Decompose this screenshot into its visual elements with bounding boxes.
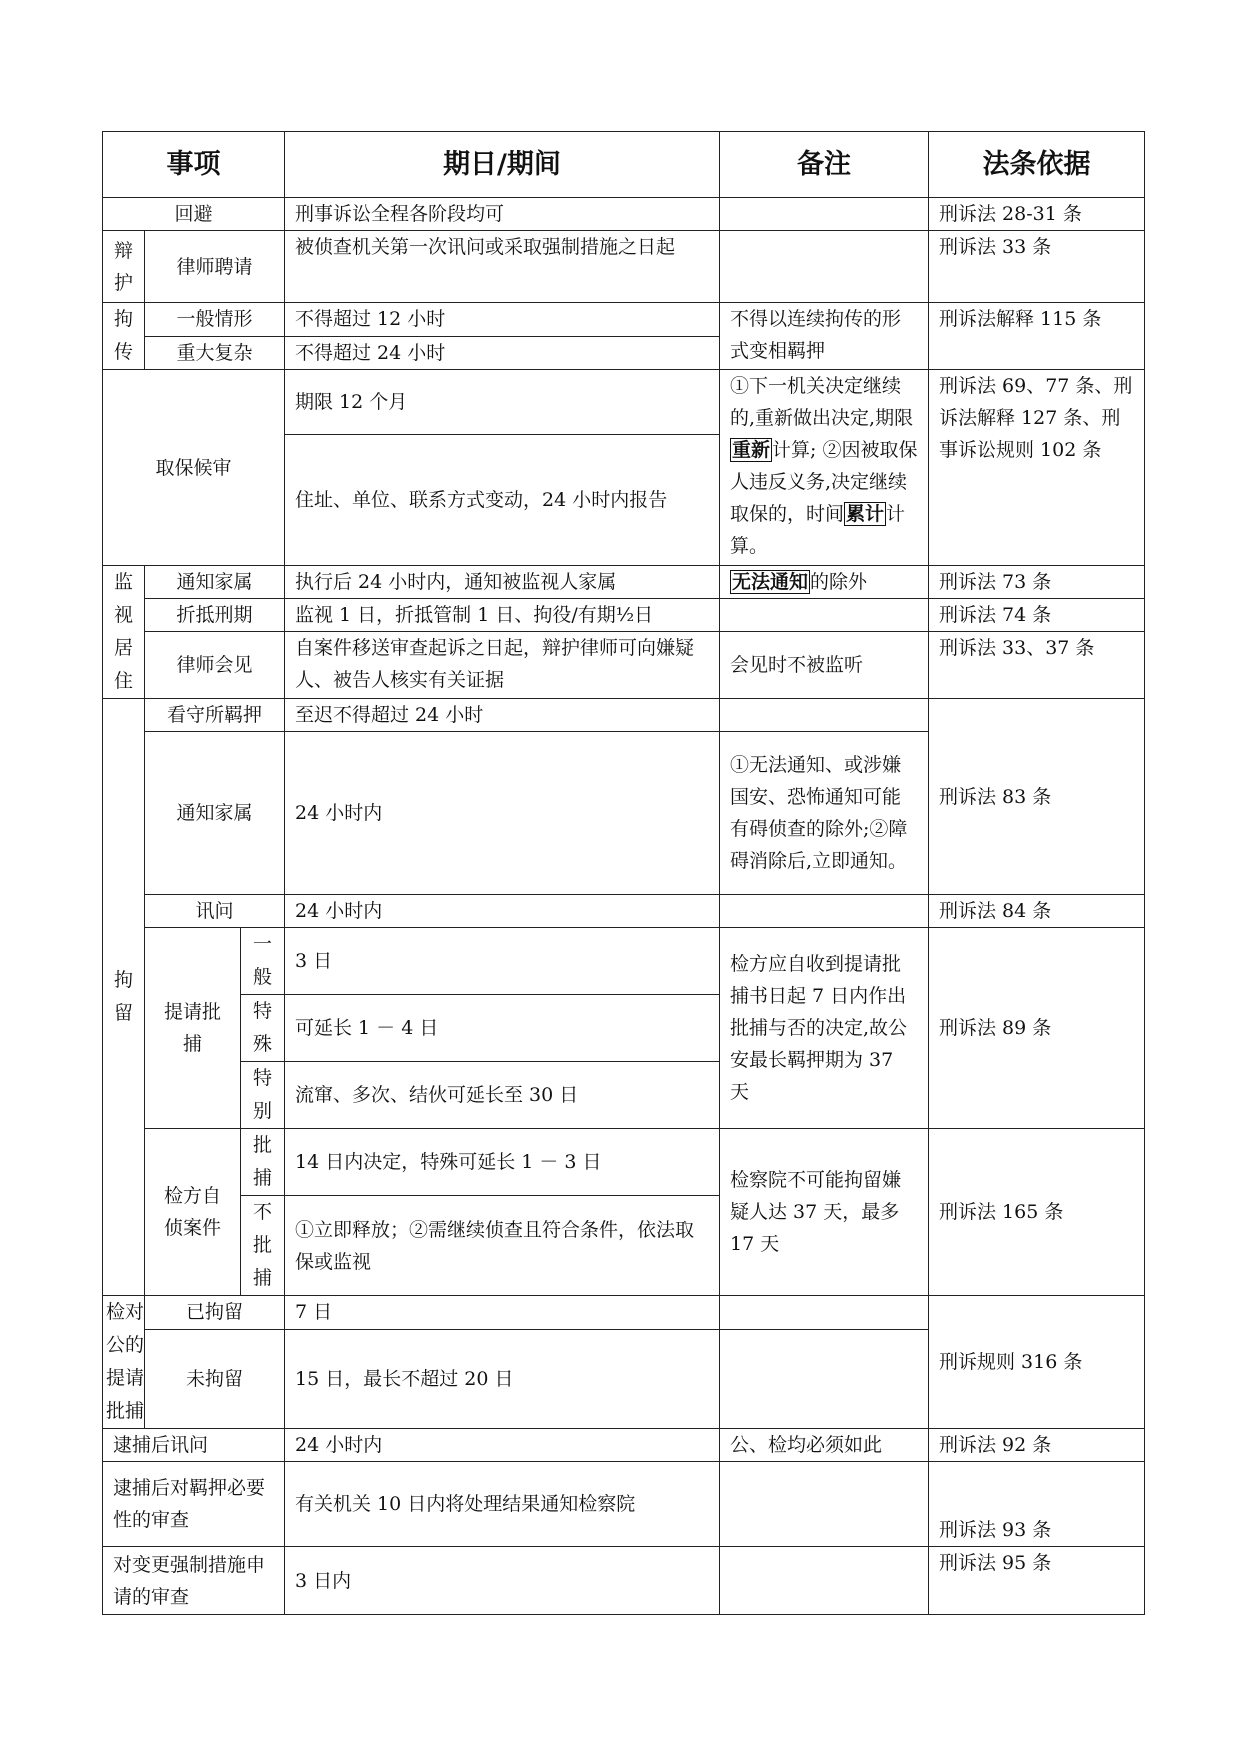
prosecutor-reject-sub: 不批捕 (241, 1196, 285, 1296)
summons-basis: 刑诉法解释 115 条 (929, 303, 1145, 370)
summons-general-period: 不得超过 12 小时 (285, 303, 720, 337)
surveillance-notify-item: 通知家属 (145, 566, 285, 599)
header-note: 备注 (720, 132, 929, 198)
prosecution-not-detained-note (720, 1329, 929, 1429)
defense-note (720, 231, 929, 303)
arrest-request-special-sub: 特殊 (241, 995, 285, 1062)
surveillance-group: 监视居住 (103, 566, 145, 699)
bail-basis: 刑诉法 69、77 条、刑诉法解释 127 条、刑事诉讼规则 102 条 (929, 370, 1145, 566)
defense-basis: 刑诉法 33 条 (929, 231, 1145, 303)
surveillance-lawyer-note: 会见时不被监听 (720, 632, 929, 699)
post-arrest-basis: 刑诉法 92 条 (929, 1429, 1145, 1462)
table-row (103, 1462, 1145, 1547)
surveillance-offset-period: 监视 1 日，折抵管制 1 日、拘役/有期½日 (285, 599, 720, 632)
table-row (103, 231, 1145, 303)
prosecution-request-group: 检对公的提请批捕 (103, 1296, 145, 1429)
surveillance-notify-basis: 刑诉法 73 条 (929, 566, 1145, 599)
summons-general-item: 一般情形 (145, 303, 285, 337)
prosecutor-reject-period: ①立即释放；②需继续侦查且符合条件，依法取保或监视 (285, 1196, 720, 1296)
change-measures-note (720, 1547, 929, 1615)
prosecution-not-detained-item: 未拘留 (145, 1329, 285, 1429)
recusal-period: 刑事诉讼全程各阶段均可 (285, 198, 720, 231)
prosecution-detained-note (720, 1296, 929, 1330)
detention-notify-note: ①无法通知、或涉嫌国安、恐怖通知可能有碍侦查的除外;②障碍消除后,立即通知。 (720, 732, 929, 895)
detention-interrogate-period: 24 小时内 (285, 895, 720, 928)
surveillance-notify-note: 无法通知 的除外 (720, 566, 929, 599)
table-row (103, 599, 1145, 632)
header-row (103, 132, 1145, 198)
table-row (103, 895, 1145, 928)
header-item: 事项 (103, 132, 285, 198)
prosecution-request-basis: 刑诉规则 316 条 (929, 1296, 1145, 1429)
prosecution-not-detained-period: 15 日，最长不超过 20 日 (285, 1329, 720, 1429)
recusal-note (720, 198, 929, 231)
arrest-request-extra-sub: 特别 (241, 1062, 285, 1129)
surveillance-lawyer-item: 律师会见 (145, 632, 285, 699)
surveillance-lawyer-basis: 刑诉法 33、37 条 (929, 632, 1145, 699)
surveillance-notify-period: 执行后 24 小时内，通知被监视人家属 (285, 566, 720, 599)
bail-item: 取保候审 (103, 370, 285, 566)
surveillance-offset-basis: 刑诉法 74 条 (929, 599, 1145, 632)
detention-jail-item: 看守所羁押 (145, 699, 285, 732)
detention-interrogate-note (720, 895, 929, 928)
table-row (103, 566, 1145, 599)
bail-note-box-cumulative: 累计 (846, 503, 885, 525)
arrest-request-general-sub: 一般 (241, 928, 285, 995)
legal-periods-table (102, 131, 1145, 1615)
table-row (103, 1129, 1145, 1196)
bail-period-2: 住址、单位、联系方式变动，24 小时内报告 (285, 435, 720, 566)
table-row (103, 928, 1145, 995)
arrest-request-item: 提请批捕 (145, 928, 241, 1129)
bail-note: ①下一机关决定继续的,重新做出决定,期限重新 计算; ②因被取保人违反义务,决定继续取保的，时间 累计 计算。 (720, 370, 929, 566)
prosecutor-case-note: 检察院不可能拘留嫌疑人达 37 天，最多 17 天 (720, 1129, 929, 1296)
header-period: 期日/期间 (285, 132, 720, 198)
detention-interrogate-item: 讯问 (145, 895, 285, 928)
post-arrest-period: 24 小时内 (285, 1429, 720, 1462)
defense-period: 被侦查机关第一次讯问或采取强制措施之日起 (285, 231, 720, 303)
table-row (103, 370, 1145, 435)
bail-period-1: 期限 12 个月 (285, 370, 720, 435)
summons-complex-period: 不得超过 24 小时 (285, 336, 720, 370)
detention-jail-period: 至迟不得超过 24 小时 (285, 699, 720, 732)
summons-complex-item: 重大复杂 (145, 336, 285, 370)
recusal-item: 回避 (103, 198, 285, 231)
table-row (103, 303, 1145, 337)
prosecutor-case-basis: 刑诉法 165 条 (929, 1129, 1145, 1296)
surveillance-lawyer-period: 自案件移送审查起诉之日起，辩护律师可向嫌疑人、被告人核实有关证据 (285, 632, 720, 699)
surveillance-offset-item: 折抵刑期 (145, 599, 285, 632)
detention-interrogate-basis: 刑诉法 84 条 (929, 895, 1145, 928)
table-row (103, 632, 1145, 699)
post-arrest-note: 公、检均必须如此 (720, 1429, 929, 1462)
custody-review-item: 逮捕后对羁押必要性的审查 (103, 1462, 285, 1547)
custody-review-period: 有关机关 10 日内将处理结果通知检察院 (285, 1462, 720, 1547)
table-row (103, 1296, 1145, 1330)
table-row (103, 1429, 1145, 1462)
detention-notify-basis: 刑诉法 83 条 (929, 699, 1145, 895)
surveillance-offset-note (720, 599, 929, 632)
table-row (103, 699, 1145, 732)
change-measures-basis: 刑诉法 95 条 (929, 1547, 1145, 1615)
change-measures-period: 3 日内 (285, 1547, 720, 1615)
change-measures-item: 对变更强制措施申请的审查 (103, 1547, 285, 1615)
custody-review-note (720, 1462, 929, 1547)
post-arrest-item: 逮捕后讯问 (103, 1429, 285, 1462)
summons-group: 拘传 (103, 303, 145, 370)
detention-jail-note (720, 699, 929, 732)
arrest-request-extra-period: 流窜、多次、结伙可延长至 30 日 (285, 1062, 720, 1129)
prosecution-detained-item: 已拘留 (145, 1296, 285, 1330)
prosecution-detained-period: 7 日 (285, 1296, 720, 1330)
arrest-request-note: 检方应自收到提请批捕书日起 7 日内作出批捕与否的决定,故公安最长羁押期为 37 天 (720, 928, 929, 1129)
detention-notify-period: 24 小时内 (285, 732, 720, 895)
arrest-request-special-period: 可延长 1 － 4 日 (285, 995, 720, 1062)
table-row (103, 198, 1145, 231)
prosecutor-approve-period: 14 日内决定，特殊可延长 1 － 3 日 (285, 1129, 720, 1196)
bail-note-box-renew: 重新 (732, 439, 771, 461)
detention-notify-item: 通知家属 (145, 732, 285, 895)
header-basis: 法条依据 (929, 132, 1145, 198)
detention-group: 拘留 (103, 699, 145, 1296)
arrest-request-basis: 刑诉法 89 条 (929, 928, 1145, 1129)
prosecutor-approve-sub: 批捕 (241, 1129, 285, 1196)
table-row (103, 1547, 1145, 1615)
defense-group: 辩护 (103, 231, 145, 303)
defense-item: 律师聘请 (145, 231, 285, 303)
custody-review-basis: 刑诉法 93 条 (929, 1462, 1145, 1547)
arrest-request-general-period: 3 日 (285, 928, 720, 995)
summons-note: 不得以连续拘传的形式变相羁押 (720, 303, 929, 370)
recusal-basis: 刑诉法 28-31 条 (929, 198, 1145, 231)
surveillance-note-box: 无法通知 (732, 571, 809, 593)
prosecutor-case-item: 检方自侦案件 (145, 1129, 241, 1296)
